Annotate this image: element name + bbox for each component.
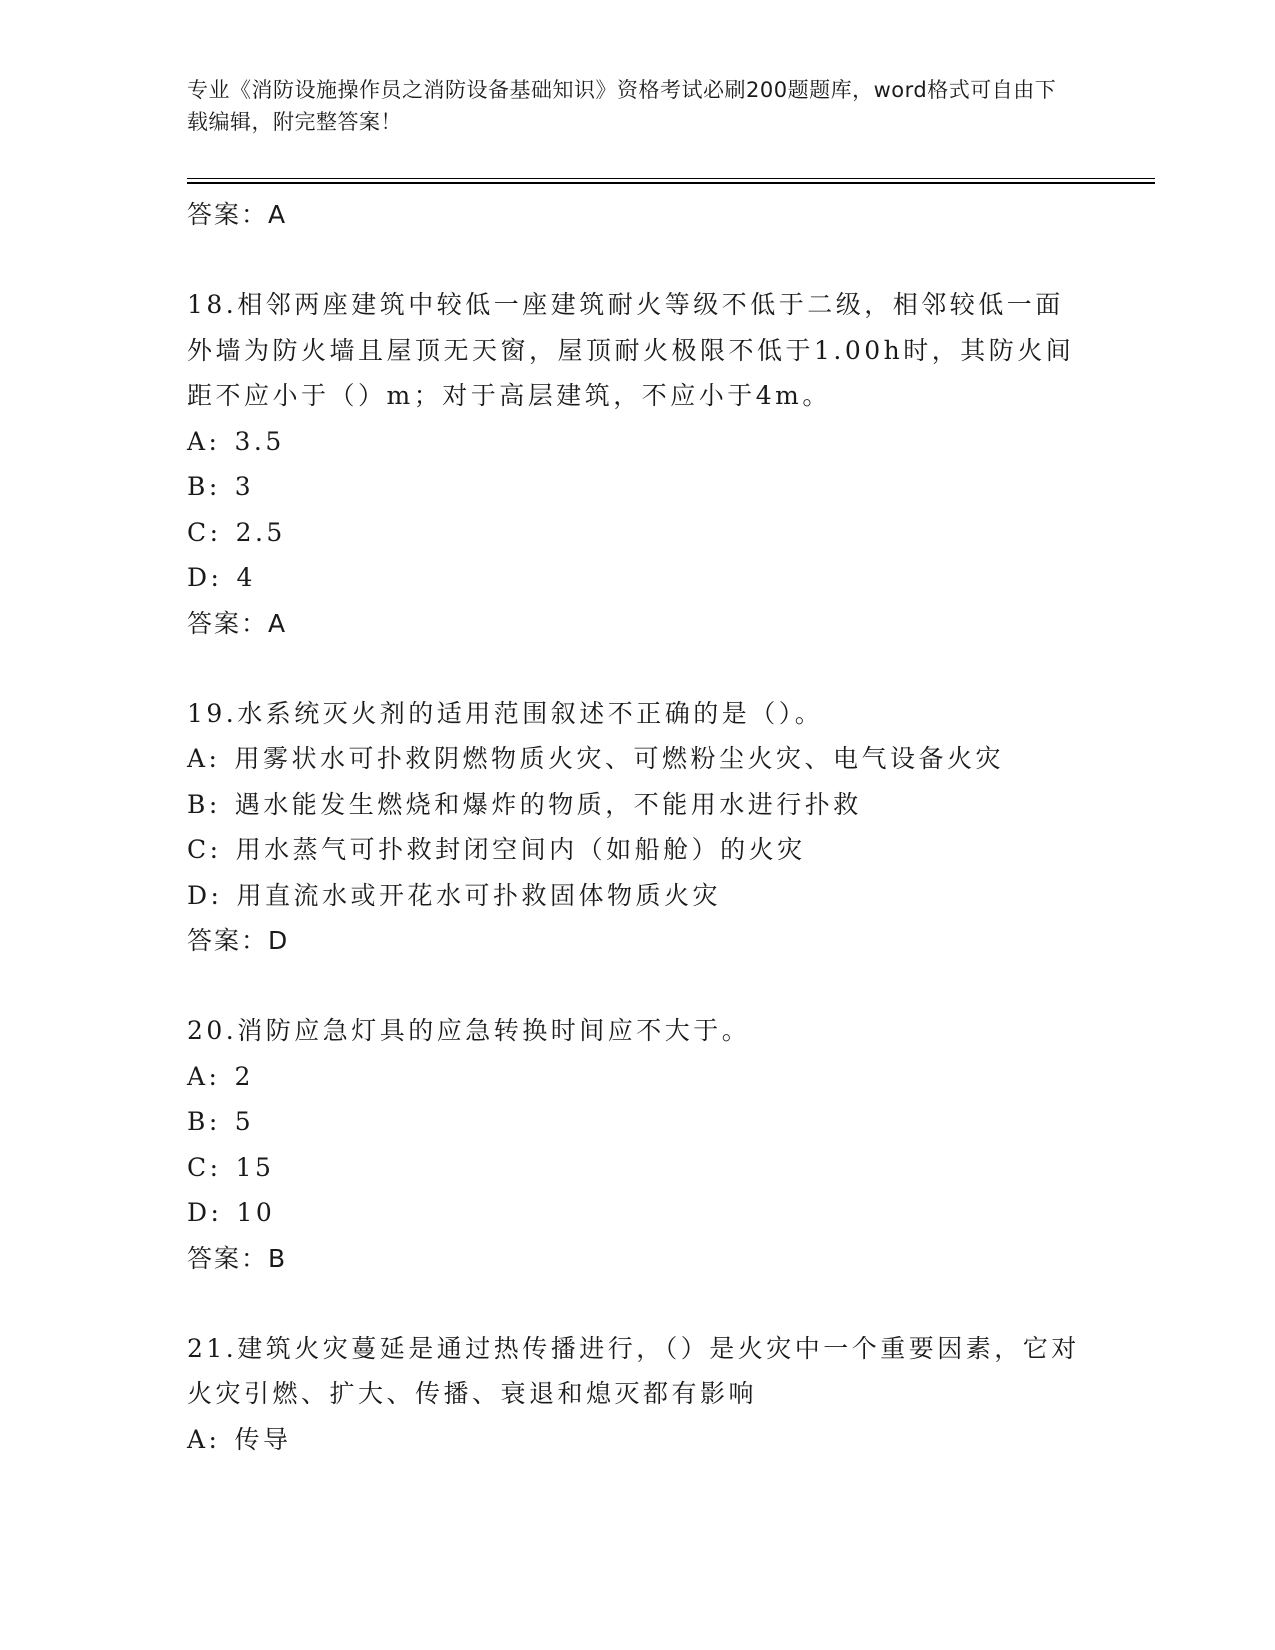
question-stem: 18.相邻两座建筑中较低一座建筑耐火等级不低于二级，相邻较低一面外墙为防火墙且屋顶无天窗，屋顶耐火极限不低于1.00h时，其防火间距不应小于（）m；对于高层建筑，不应小于4m。 (187, 290, 1075, 410)
option-d (187, 555, 1087, 601)
option-key: D: (187, 563, 223, 592)
question-18 (187, 282, 1087, 647)
option-key: B: (187, 472, 221, 501)
option-key: A: (187, 744, 221, 773)
option-key: D: (187, 1198, 223, 1227)
answer-line: 答案：B (187, 1243, 288, 1273)
option-c (187, 827, 1087, 873)
option-text: 2 (234, 1061, 254, 1091)
option-text: 用水蒸气可扑救封闭空间内（如船舱）的火灾 (235, 835, 806, 864)
question-stem: 19.水系统灭火剂的适用范围叙述不正确的是（）。 (187, 698, 824, 728)
option-text: 5 (234, 1107, 255, 1136)
option-text: 15 (235, 1152, 275, 1182)
header-divider-thick (187, 182, 1155, 184)
option-key: B: (187, 789, 221, 819)
option-a (187, 419, 1087, 465)
option-b (187, 464, 1087, 510)
option-text: 4 (236, 563, 256, 592)
question-stem: 20.消防应急灯具的应急转换时间应不大于。 (187, 1016, 751, 1045)
option-text: 用直流水或开花水可扑救固体物质火灾 (236, 880, 721, 910)
option-key: A: (187, 1424, 221, 1454)
option-a (187, 736, 1087, 782)
option-c (187, 510, 1087, 556)
document-body (187, 192, 1087, 1462)
header-divider-thin (187, 178, 1155, 179)
question-19 (187, 691, 1087, 965)
option-d (187, 873, 1087, 919)
answer-line: 答案：D (187, 926, 290, 955)
option-key: B: (187, 1107, 221, 1136)
option-a (187, 1417, 1087, 1463)
option-key: D: (187, 880, 223, 910)
option-a (187, 1054, 1087, 1100)
option-key: A: (187, 1061, 221, 1091)
option-b (187, 1099, 1087, 1145)
option-key: C: (187, 1152, 222, 1182)
option-d (187, 1190, 1087, 1236)
option-text: 10 (236, 1198, 276, 1227)
option-text: 3 (234, 472, 255, 501)
option-text: 3.5 (234, 426, 285, 456)
question-21 (187, 1326, 1087, 1463)
answer-line: 答案：A (187, 608, 288, 638)
option-b (187, 782, 1087, 828)
question-stem: 21.建筑火灾蔓延是通过热传播进行，（）是火灾中一个重要因素，它对火灾引燃、扩大、传播、衰退和熄灭都有影响 (187, 1333, 1080, 1408)
previous-answer: 答案：A (187, 200, 288, 229)
option-key: C: (187, 517, 222, 547)
option-text: 遇水能发生燃烧和爆炸的物质，不能用水进行扑救 (234, 789, 862, 819)
page-header: 专业《消防设施操作员之消防设备基础知识》资格考试必刷200题题库，word格式可自由下载编辑，附完整答案！ (187, 78, 1057, 134)
question-20 (187, 1008, 1087, 1282)
option-key: C: (187, 835, 222, 864)
option-text: 用雾状水可扑救阴燃物质火灾、可燃粉尘火灾、电气设备火灾 (234, 744, 1004, 773)
option-text: 2.5 (235, 517, 286, 547)
option-c (187, 1145, 1087, 1191)
option-text: 传导 (234, 1424, 292, 1454)
option-key: A: (187, 426, 221, 456)
